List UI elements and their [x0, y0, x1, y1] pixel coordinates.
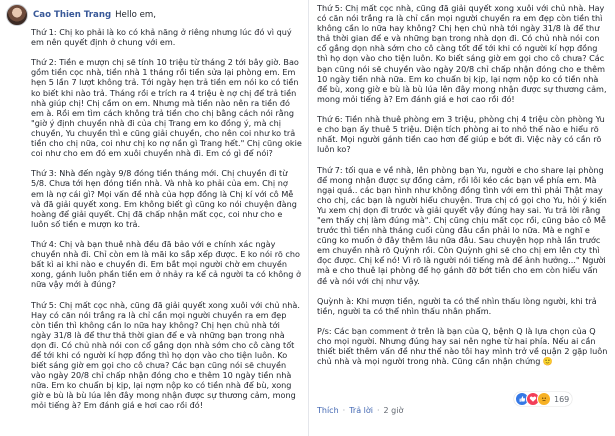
comment-paragraph: Thứ 5: Chị mất cọc nhà, cũng đã giải quyết xong xuôi với chủ nhà. Hay có căn nói trắng ra là chỉ cần mọi người chuyền ra em đẹp còn tiền thì không cần lo nữa hay không? Chị hẹn chủ nhà tới ngày 31/8 là để thư thả thời gian để e và những bạn trong nhà dọn đi. Có chủ nhà nói con cổ gắng dọn nhà sớm cho cô càng tốt để tới khi có người kí hợp đồng thì họ dọn vào cho tiện luôn. Ko biết sáng giờ em gọi cho cô chưa? Các bạn cũng nói sẽ chuyền vào ngày 20/8 chỉ chấp nhận đóng cho e thêm 10 ngày tiền nhà nữa. Em ko chuẩn bị kịp, lại nợm nộp ko có tiền nhà để bù, xong giờ e bù là bù lúa lên đây mong nhận được sự thương cảm, mong mỏi tiếng à? Em đánh giá e hơi cao rồi đó! — [31, 299, 300, 411]
comment-paragraph: Thứ 2: Tiền e mượn chị sẽ tính 10 triệu từ tháng 2 tới bây giờ. Bao gồm tiền cọc nhà, tiền nhà 1 tháng rồi tiền sửa lại phòng em. Em hẹn 5 lần 7 lượt không trả. Tới ngày hẹn trả tiền em nói ko có tiền ko biết khi nào trả. Tháng rồi e trích ra 4 triệu è nợ chị để trả tiền nhà giúp chị! Chị cầm on em. Nhưng mà tiền nào nên ra tiền đó em à. Rồi em tìm cách không trả tiền cho chị bằng cách nói rằng "giờ ý định chuyền nhà đi của chị Trang em ko đồng ý, mà chị chuyền, Yu chuyền thì e cũng giải chuyền, cho nên coi như ko trả tiền cho chị nữa, coi như chị ko nợ nần gì Trang hết." Chị cũng okie coi như cho em đó em xuôi chuyền nhà đi. Em có gì để nói? — [31, 57, 302, 159]
comment-paragraph: Thứ 7: tối qua e về nhà, lên phòng bạn Yu, người e cho share lại phòng để mong nhận được sự đồng cảm, rồi lôi kéo các bạn về phía em. Mà ngại quá.. các bạn hình như không đồng tình với em thì phải Thật may cho chị, các bạn là người hiểu chuyện. Trưa chị có gọi cho Yu, hỏi ý kiến Yu xem chị dọn đi trước và giải quyết vậy đúng hay sai. Yu trả lời rằng "em thấy chị làm đúng mà". Chị cũng chịu mất cọc rồi, cũng bảo cô Mễ trước thì tiền nhà tháng cuối cùng đâu cần phải lo nữa. Mà e nghĩ e cũng ko muốn ở đây thêm lâu nữa đâu. Sau chuyện họp nhà lần trước em chuyền nhà rõ Quỳnh rồi. Còn Quỳnh ghi sẽ cho chị em lên cty thì đọc được. Chị kể nó! Vì rõ là người nói tiếng mà để ảnh hưởng..." Người mà e cho thuê lại phòng để họ gánh đỡ bớt tiền cho em còn hiểu vấn đề và nói với chị như vậy. — [317, 164, 607, 286]
comment-header — [6, 4, 156, 26]
comment-paragraph: Thứ 4: Chị và bạn thuê nhà đều đã bảo với e chính xác ngày chuyền nhà đi. Chỉ còn em là mãi ko sắp xếp được. E ko nói rõ cho bất kì ai khi nào e chuyền đi. Em bắt mọi người chờ em chuyền xong, gánh luôn phần tiền em ở nhảy ra kể cả người ta có không ở nữa vậy mới à đúng? — [31, 238, 301, 290]
author-name[interactable]: Cao Thien Trang — [33, 10, 112, 20]
avatar[interactable] — [6, 4, 28, 26]
comment-body-right — [317, 3, 609, 366]
comment-paragraph: Thứ 3: Nhà đến ngày 9/8 đóng tiền tháng mới. Chị chuyền đi từ 5/8. Chưa tới hẹn đóng tiền nhà. Và nhà ko phải của em. Chị nợ em là nợ cái gì? Mọi vấn đề nhà của hợp đồng là Chị kí với cô Mễ và đã giải quyết xong. Em không biết gì cũng ko nói chuyện đàng hoàng để giải quyết. Chị đã chấp nhận mất cọc, coi như cho e luôn số tiền e mượn ko trả. — [31, 168, 297, 229]
greeting-text: Hello em, — [115, 10, 156, 20]
comment-actions — [317, 404, 403, 416]
comment-paragraph: Thứ 6: Tiền nhà thuê phòng em 3 triệu, phòng chị 4 triệu còn phòng Yu e cho bạn ấy thuê 5 triệu. Diện tích phòng ai to nhỏ thế nào e hiểu rõ nhất. Mọi người gánh tiền cao hơn để giúp e bớt đi. Việc này có cần rõ luôn ko? — [317, 114, 605, 155]
comment-right-column — [309, 0, 615, 436]
like-link[interactable]: Thích — [317, 405, 339, 415]
comment-paragraph: P/s: Các bạn comment ở trên là bạn của Q, bệnh Q là lựa chọn của Q cho mọi người. Nhưng đúng hay sai nên nghe từ hai phía. Nếu ai cần thiết biết thêm vấn đề như thế nào tôi hay mình trở về quận 2 gặp luôn chủ nhà và mọi người trong nhà. Cũng cần nhận chứng 🙂 — [317, 326, 608, 367]
reply-link[interactable]: Trả lời — [349, 405, 373, 415]
timestamp[interactable]: 2 giờ — [383, 405, 404, 415]
reaction-count: 169 — [554, 394, 570, 404]
sad-icon — [537, 392, 551, 406]
separator-dot: · — [377, 405, 380, 415]
comment-paragraph: Thứ 1: Chị ko phải là ko có khả năng ở riêng nhưng lúc đó vì quý em nên quyết định ở chung với em. — [31, 27, 292, 48]
separator-dot: · — [342, 405, 346, 415]
comment-paragraph: Thứ 5: Chị mất cọc nhà, cũng đã giải quyết xong xuôi với chủ nhà. Hay có căn nói trắng ra là chỉ cần mọi người chuyền ra em đẹp còn tiền thì không cần lo nữa hay không? Chị hẹn chủ nhà tới ngày 31/8 là để thư thả thời gian để e và những bạn trong nhà dọn đi. Có chủ nhà nói con cổ gắng dọn nhà sớm cho cô càng tốt để tới khi có người kí hợp đồng thì họ dọn vào cho tiện luôn. Ko biết sáng giờ em gọi cho cô chưa? Các bạn cũng nói sẽ chuyền vào ngày 20/8 chỉ chấp nhận đóng cho e thêm 10 ngày tiền nhà nữa. Em ko chuẩn bị kịp, lại nợm nộp ko có tiền nhà để bù, xong giờ e bù là bù lúa lên đây mong nhận được sự thương cảm, mong mỏi tiếng à? Em đánh giá e hơi cao rồi đó! — [317, 3, 607, 104]
comment-paragraph: Quỳnh à: Khi mượn tiền, người ta có thể nhìn thấu lòng người, khi trả tiền, người ta có thể nhìn thấu nhân phẩm. — [317, 295, 597, 316]
reactions-summary[interactable] — [514, 392, 572, 406]
comment-body-left — [31, 27, 302, 411]
